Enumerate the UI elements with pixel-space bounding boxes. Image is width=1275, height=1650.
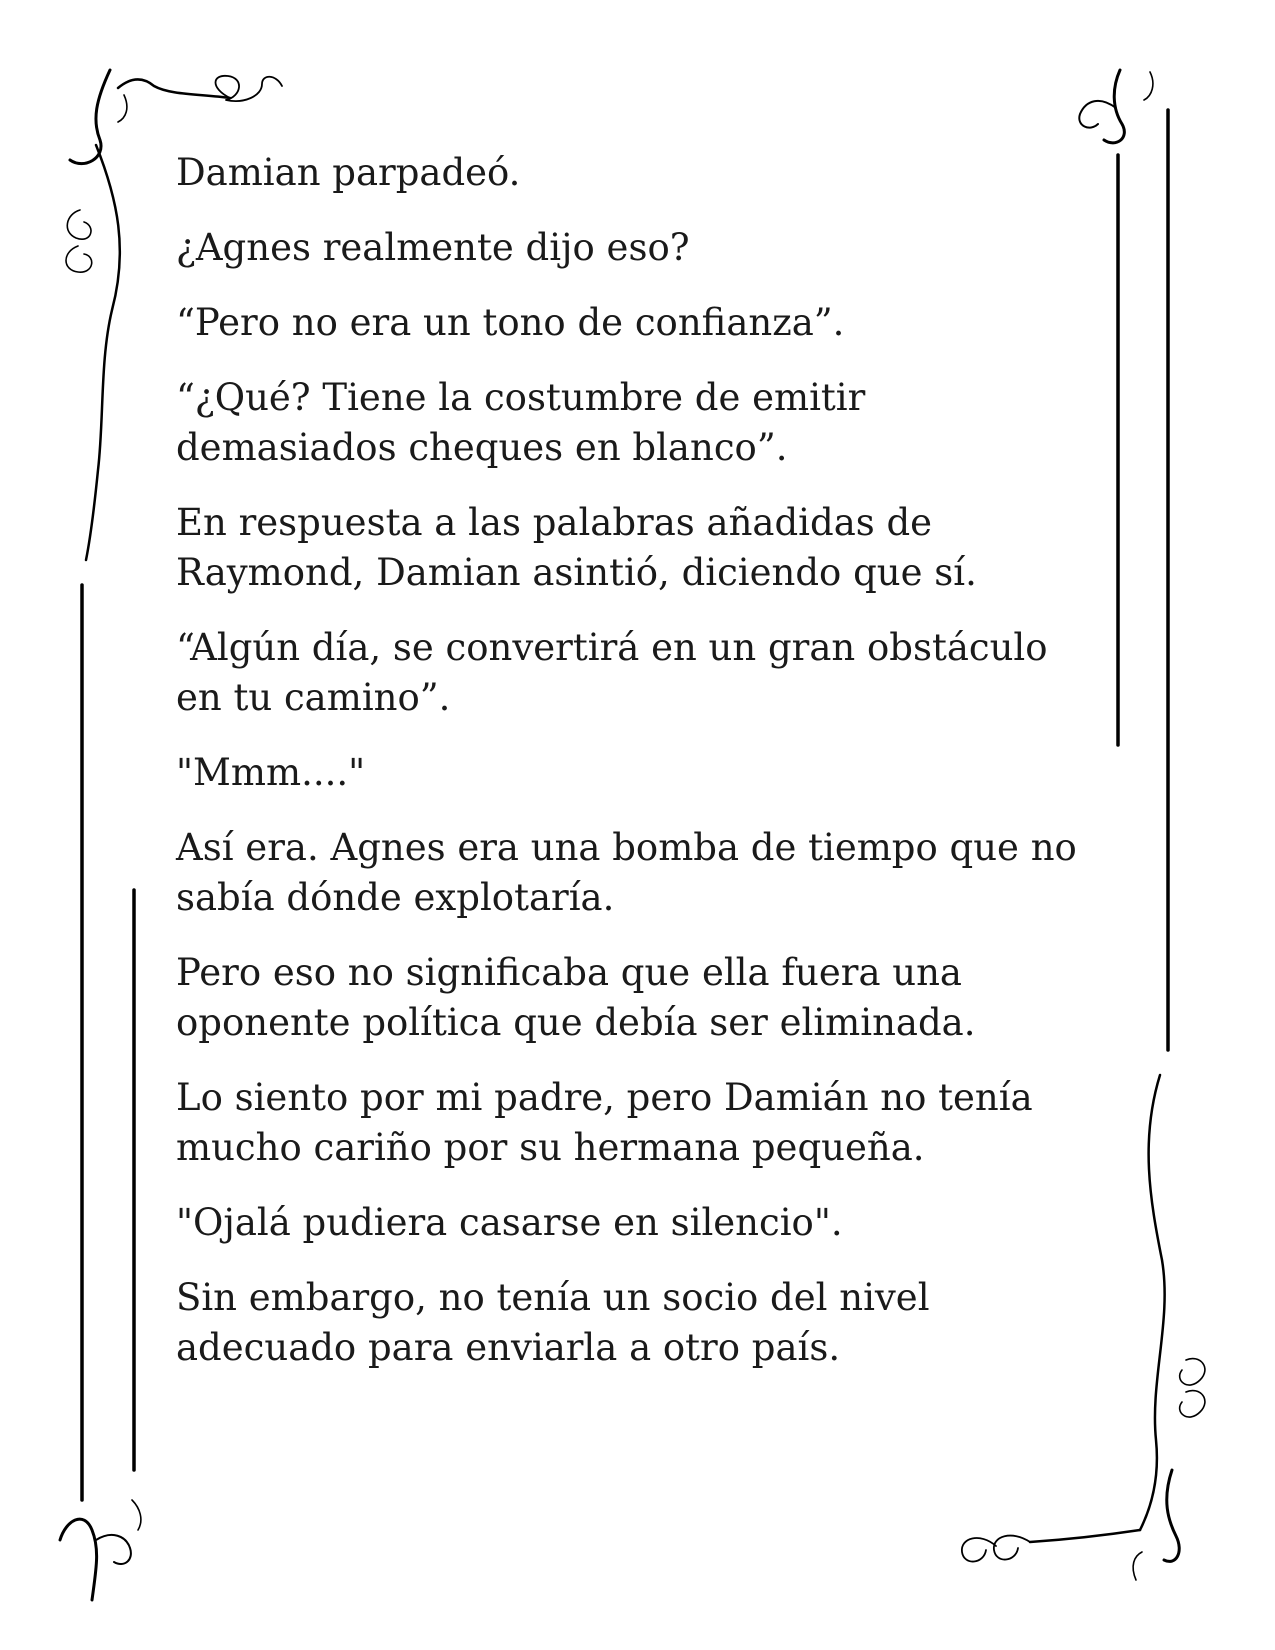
paragraph (176, 1198, 1106, 1248)
text-line: Lo siento por mi padre, pero Damián no tenía (176, 1076, 1033, 1119)
paragraph (176, 223, 1106, 273)
paragraph (176, 948, 1106, 1048)
text-line: mucho cariño por su hermana pequeña. (176, 1126, 925, 1169)
text-line: “Algún día, se convertirá en un gran obstáculo (176, 626, 1048, 669)
paragraph (176, 498, 1106, 598)
text-line: en tu camino”. (176, 676, 451, 719)
text-line: Pero eso no significaba que ella fuera una (176, 951, 962, 994)
bottom-left-flourish (60, 1519, 97, 1600)
text-line: Sin embargo, no tenía un socio del nivel (176, 1276, 930, 1319)
text-line: “Pero no era un tono de confianza”. (176, 301, 845, 344)
top-left-flourish (70, 70, 110, 164)
text-line: demasiados cheques en blanco”. (176, 426, 788, 469)
paragraph (176, 148, 1106, 198)
text-line: ¿Agnes realmente dijo eso? (176, 226, 690, 269)
paragraph (176, 748, 1106, 798)
paragraph (176, 298, 1106, 348)
paragraph (176, 1073, 1106, 1173)
paragraph (176, 823, 1106, 923)
paragraph (176, 373, 1106, 473)
text-line: “¿Qué? Tiene la costumbre de emitir (176, 376, 866, 419)
text-line: Así era. Agnes era una bomba de tiempo que no (176, 826, 1077, 869)
text-line: Raymond, Damian asintió, diciendo que sí. (176, 551, 977, 594)
bottom-right-flourish (1140, 1075, 1165, 1530)
paragraph (176, 623, 1106, 723)
text-line: sabía dónde explotaría. (176, 876, 615, 919)
text-line: "Mmm...." (176, 751, 366, 794)
document-body (176, 148, 1106, 1398)
paragraph (176, 1273, 1106, 1373)
text-line: "Ojalá pudiera casarse en silencio". (176, 1201, 843, 1244)
text-line: adecuado para enviarla a otro país. (176, 1326, 841, 1369)
text-line: En respuesta a las palabras añadidas de (176, 501, 933, 544)
text-line: Damian parpadeó. (176, 151, 521, 194)
text-line: oponente política que debía ser eliminada. (176, 1001, 976, 1044)
